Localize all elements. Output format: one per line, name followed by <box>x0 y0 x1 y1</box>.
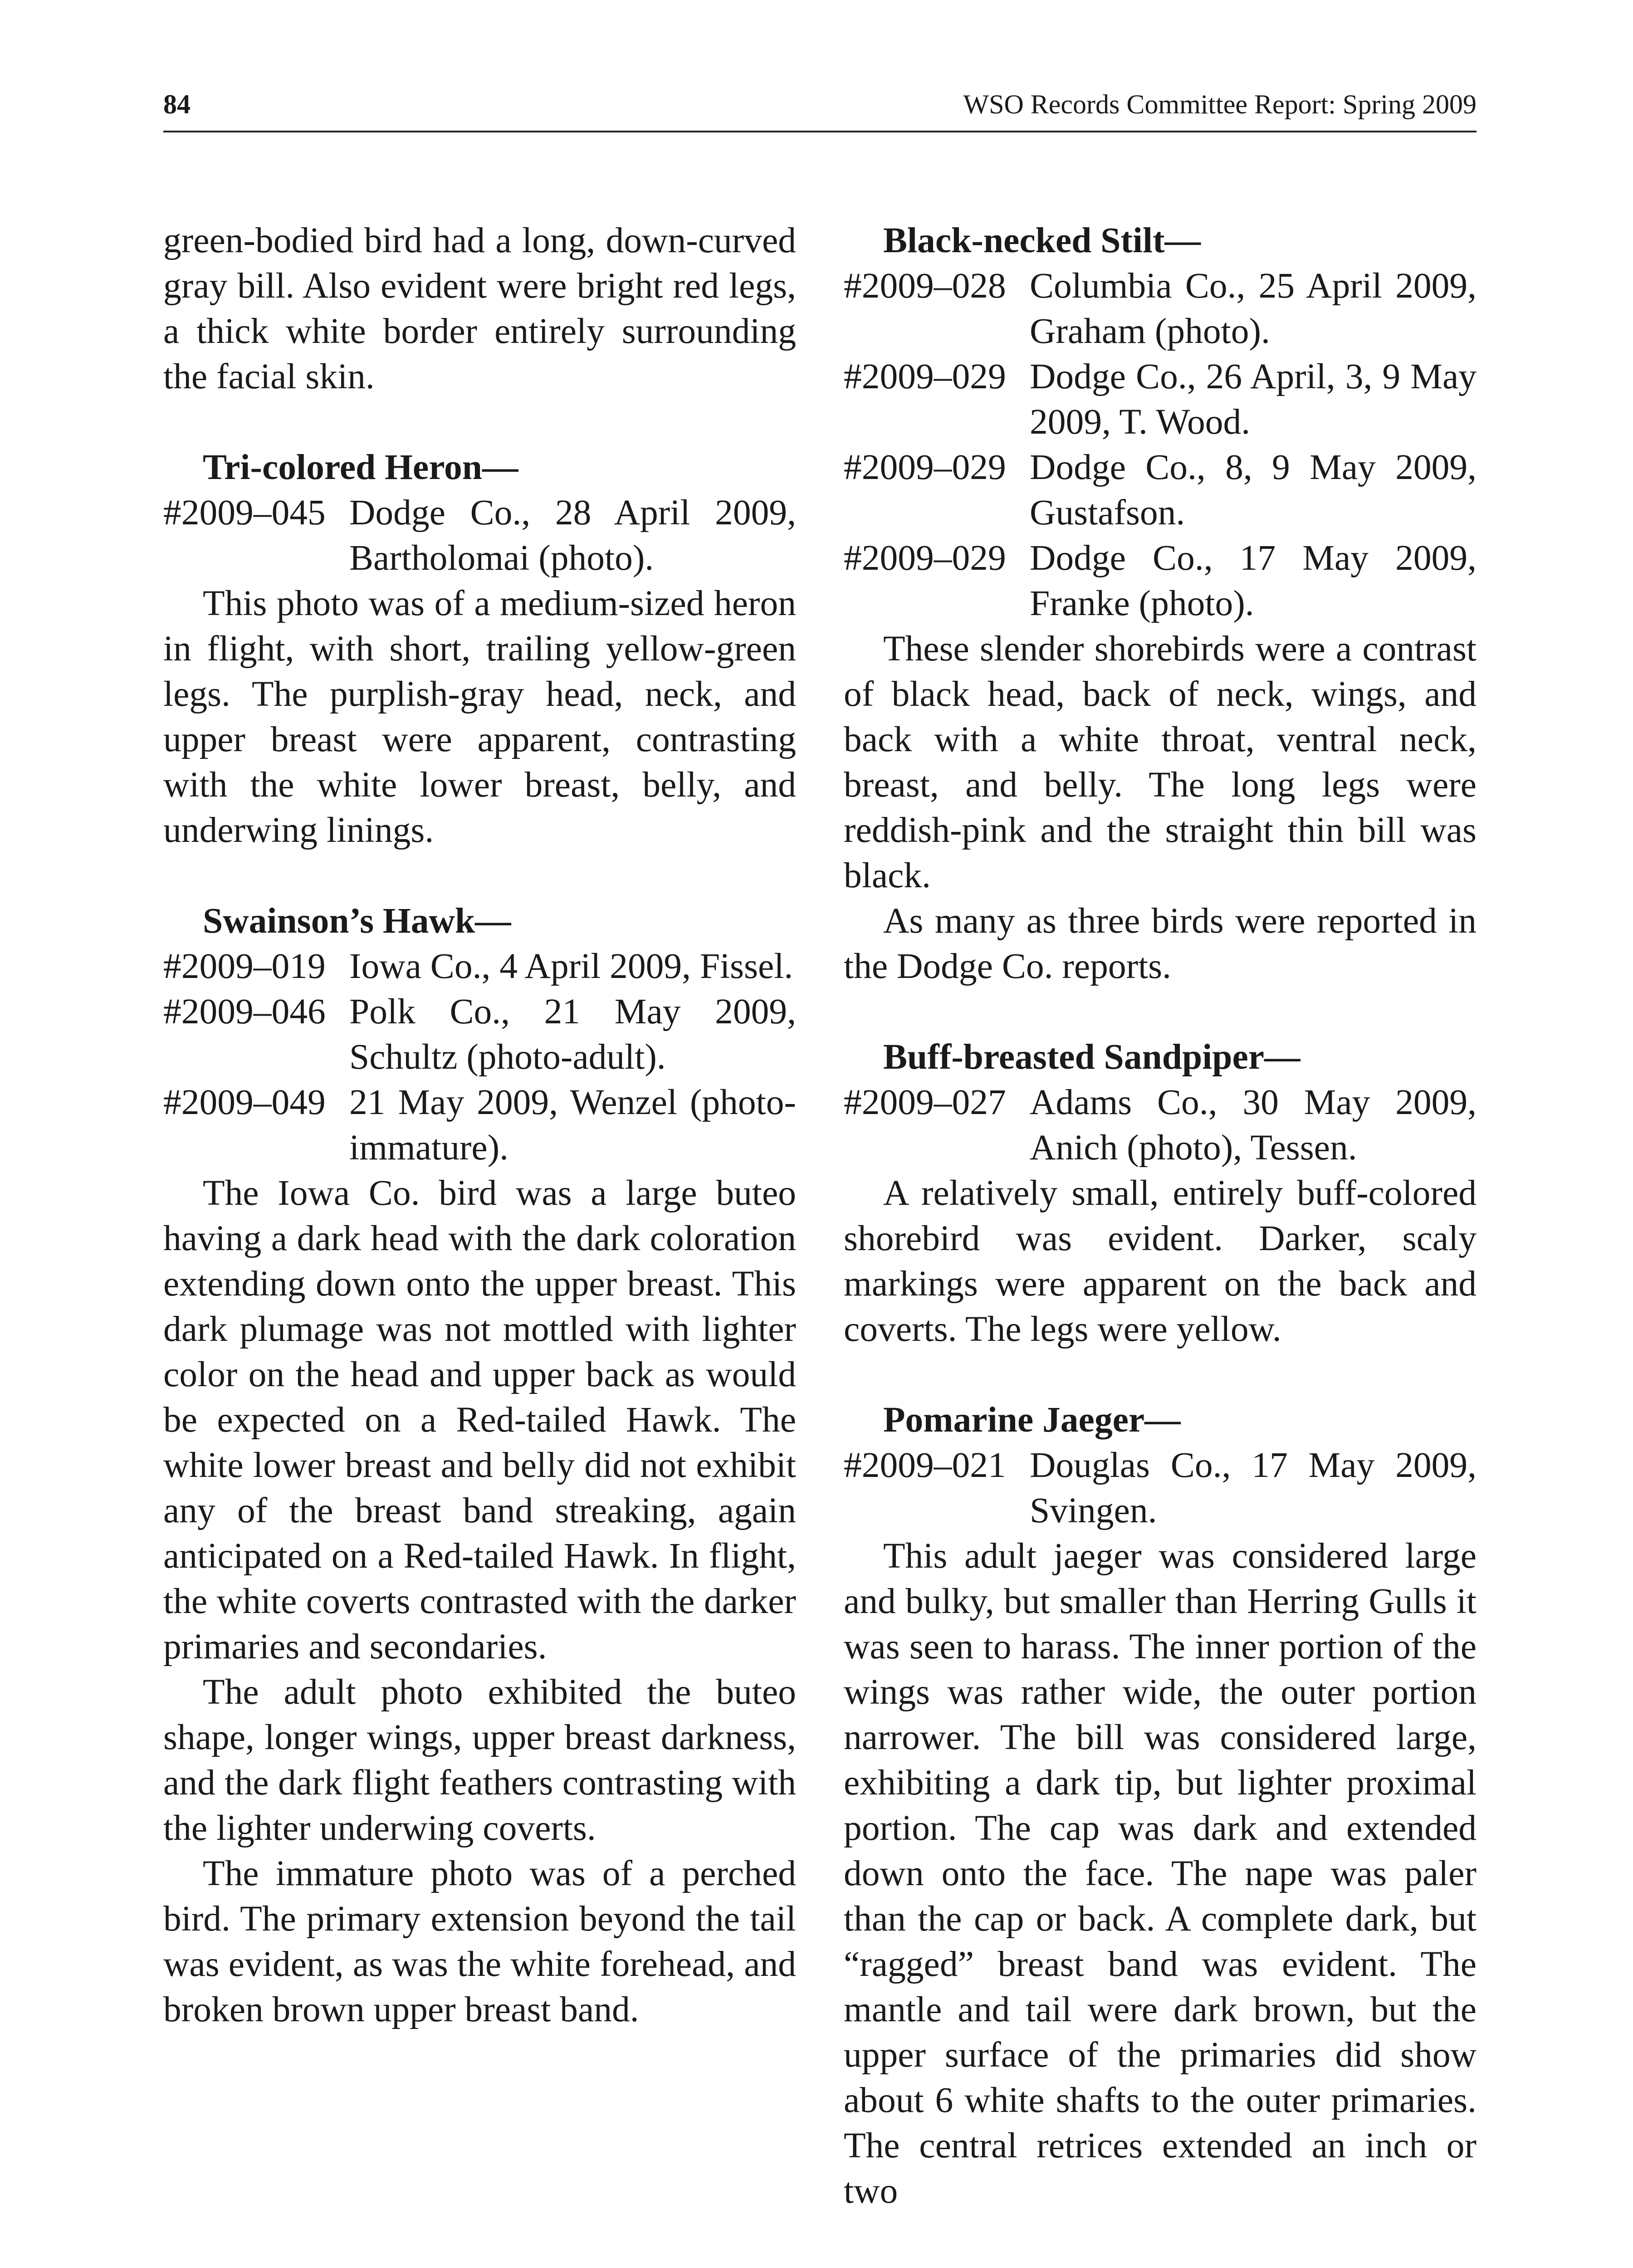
description-paragraph: The Iowa Co. bird was a large buteo having a dark head with the dark coloration extending down onto the upper breast. This dark plumage was not mottled with lighter color on the head and upper back as would be expected on a Red-tailed Hawk. The white lower breast and belly did not exhibit any of the breast band streaking, again anticipated on a Red-tailed Hawk. In flight, the white coverts contrasted with the darker primaries and secondaries. <box>163 1173 796 1667</box>
left-column <box>163 218 796 2032</box>
description-paragraph: These slender shorebirds were a contrast of black head, back of neck, wings, and back with a white throat, ventral neck, breast, and belly. The long legs were reddish-pink and the straight thin bill was black. <box>844 629 1477 895</box>
record-details: Columbia Co., 25 April 2009, Graham (photo). <box>1030 266 1477 351</box>
record-number: #2009–029 <box>844 538 1006 578</box>
record-row <box>163 490 796 581</box>
description-paragraph: A relatively small, entirely buff-colored shorebird was evident. Darker, scaly markings were apparent on the back and coverts. The legs were yellow. <box>844 1173 1477 1349</box>
description-paragraph: The adult photo exhibited the buteo shape, longer wings, upper breast darkness, and the dark flight feathers contrasting with the lighter underwing coverts. <box>163 1672 796 1848</box>
record-details: Douglas Co., 17 May 2009, Svingen. <box>1030 1445 1477 1530</box>
running-title: WSO Records Committee Report: Spring 2009 <box>963 89 1477 119</box>
continued-paragraph: green-bodied bird had a long, down-curved gray bill. Also evident were bright red legs, a thick white border entirely surrounding the facial skin. <box>163 220 796 396</box>
record-row <box>844 1442 1477 1533</box>
record-number: #2009–028 <box>844 266 1006 306</box>
species-heading: Swainson’s Hawk— <box>203 901 511 941</box>
description-paragraph: This photo was of a medium-sized heron in flight, with short, trailing yellow-green legs. The purplish-gray head, neck, and upper breast were apparent, contrasting with the white lower breast, belly, and underwing linings. <box>163 583 796 850</box>
right-column <box>844 218 1477 2214</box>
record-details: Dodge Co., 28 April 2009, Bartholomai (photo). <box>349 493 796 578</box>
record-row <box>844 263 1477 354</box>
species-heading: Black-necked Stilt— <box>883 220 1201 260</box>
record-number: #2009–021 <box>844 1445 1006 1485</box>
species-entry-black-necked-stilt <box>844 218 1477 989</box>
species-heading: Buff-breasted Sandpiper— <box>883 1037 1301 1077</box>
running-header <box>163 89 1477 132</box>
record-details: Dodge Co., 8, 9 May 2009, Gustafson. <box>1030 447 1477 533</box>
record-number: #2009–045 <box>163 493 326 533</box>
species-entry-buff-breasted-sandpiper <box>844 1034 1477 1352</box>
record-details: Dodge Co., 26 April, 3, 9 May 2009, T. Wood. <box>1030 357 1477 442</box>
record-row <box>844 445 1477 535</box>
record-number: #2009–029 <box>844 357 1006 396</box>
record-details: Polk Co., 21 May 2009, Schultz (photo-adult). <box>349 992 796 1077</box>
record-details: Adams Co., 30 May 2009, Anich (photo), Tessen. <box>1030 1082 1477 1168</box>
description-paragraph: As many as three birds were reported in the Dodge Co. reports. <box>844 901 1477 986</box>
description-paragraph: This adult jaeger was considered large and bulky, but smaller than Herring Gulls it was seen to harass. The inner portion of the wings was rather wide, the outer portion narrower. The bill was considered large, exhibiting a dark tip, but lighter proximal portion. The cap was dark and extended down onto the face. The nape was paler than the cap or back. A complete dark, but “ragged” breast band was evident. The mantle and tail were dark brown, but the upper surface of the primaries did show about 6 white shafts to the outer primaries. The central retrices extended an inch or two <box>844 1536 1477 2211</box>
record-row <box>163 1080 796 1170</box>
record-details: 21 May 2009, Wenzel (photo-immature). <box>349 1082 796 1168</box>
species-heading: Tri-colored Heron— <box>203 447 518 487</box>
record-number: #2009–029 <box>844 447 1006 487</box>
species-entry-tricolored-heron <box>163 445 796 853</box>
page-number: 84 <box>163 89 191 119</box>
record-row <box>163 943 796 989</box>
species-heading: Pomarine Jaeger— <box>883 1400 1181 1440</box>
record-row <box>163 989 796 1080</box>
species-entry-pomarine-jaeger <box>844 1397 1477 2214</box>
species-entry-swainsons-hawk <box>163 898 796 2032</box>
record-number: #2009–019 <box>163 946 326 986</box>
record-row <box>844 354 1477 445</box>
record-row <box>844 1080 1477 1170</box>
record-number: #2009–027 <box>844 1082 1006 1122</box>
record-number: #2009–046 <box>163 992 326 1031</box>
record-details: Dodge Co., 17 May 2009, Franke (photo). <box>1030 538 1477 623</box>
record-row <box>844 535 1477 626</box>
record-number: #2009–049 <box>163 1082 326 1122</box>
description-paragraph: The immature photo was of a perched bird. The primary extension beyond the tail was evident, as was the white forehead, and broken brown upper breast band. <box>163 1853 796 2029</box>
record-details: Iowa Co., 4 April 2009, Fissel. <box>349 946 793 986</box>
